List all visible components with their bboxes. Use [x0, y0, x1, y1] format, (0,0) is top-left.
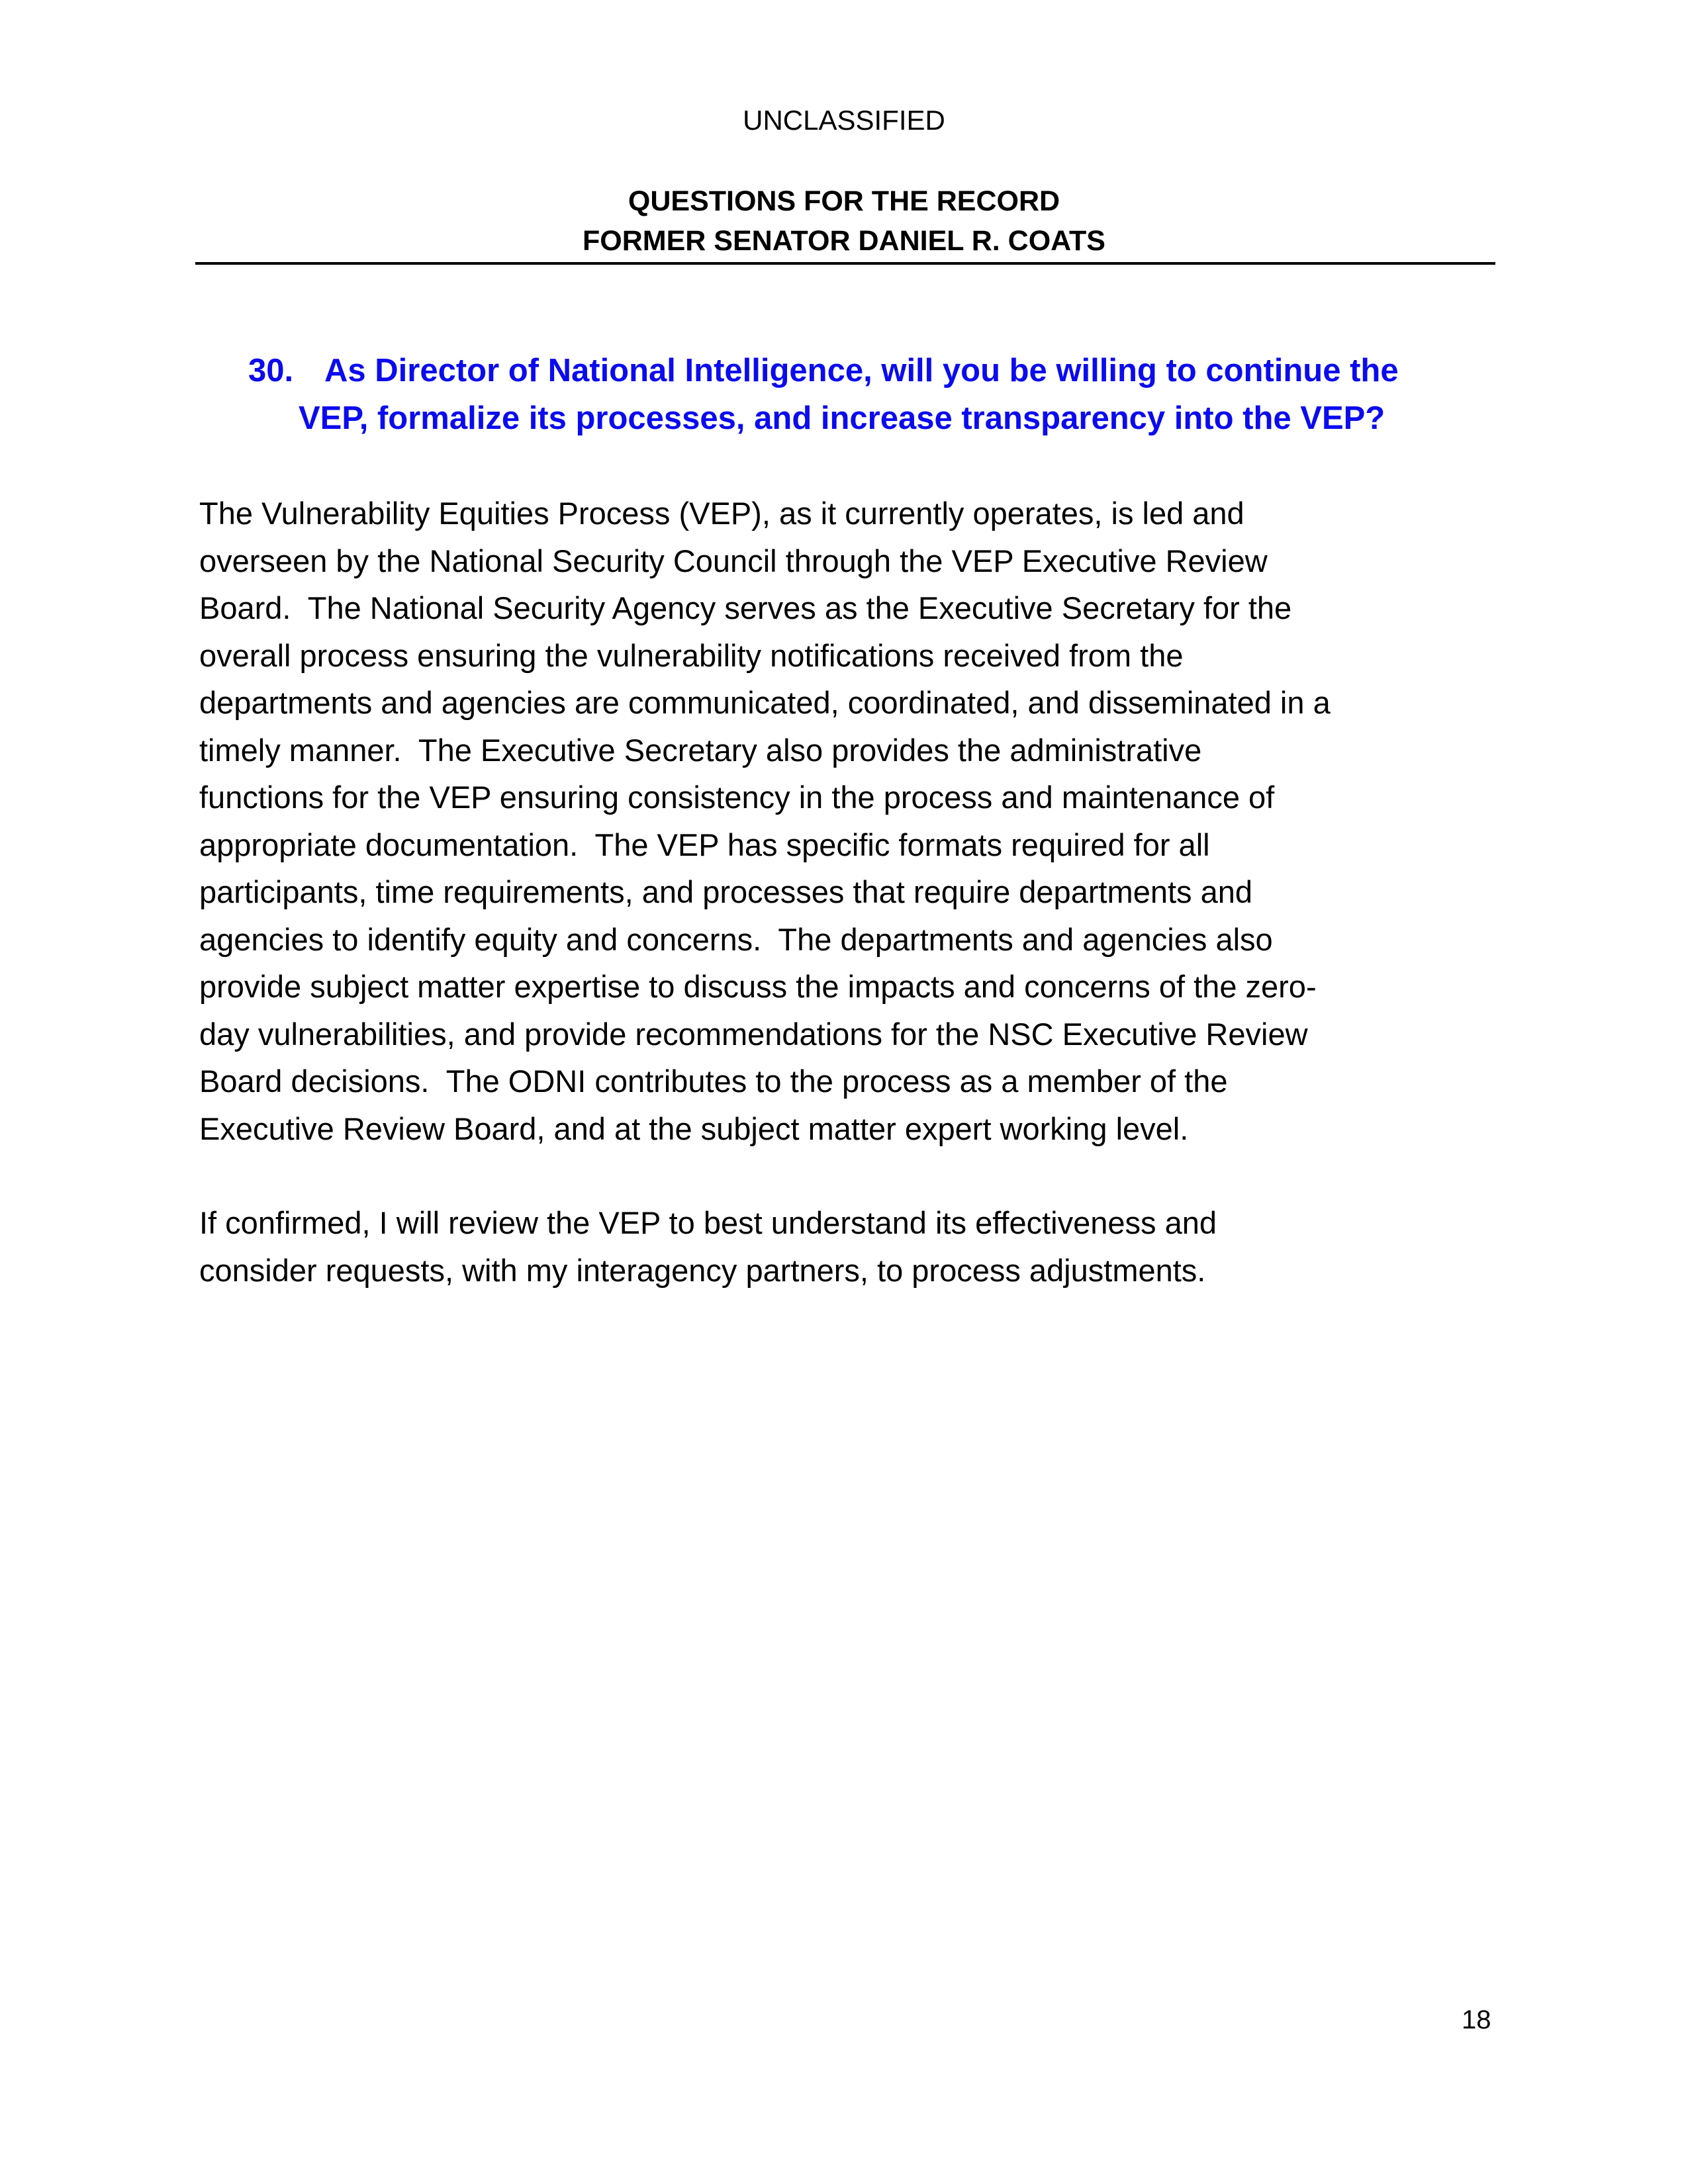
answer-line: provide subject matter expertise to discuss the impacts and concerns of the zero- — [199, 969, 1317, 1004]
classification-marking: UNCLASSIFIED — [743, 105, 945, 136]
answer-line: overall process ensuring the vulnerability notifications received from the — [199, 637, 1184, 673]
question-number: 30. — [248, 353, 294, 388]
page-number: 18 — [1462, 2005, 1491, 2034]
answer-line: timely manner. The Executive Secretary also provides the administrative — [199, 732, 1202, 768]
header-rule — [195, 262, 1495, 265]
answer-line: Executive Review Board, and at the subject matter expert working level. — [199, 1111, 1189, 1146]
answer-line: overseen by the National Security Council through the VEP Executive Review — [199, 543, 1268, 578]
question-line: VEP, formalize its processes, and increase transparency into the VEP? — [299, 400, 1385, 436]
answer-line: functions for the VEP ensuring consistency in the process and maintenance of — [199, 780, 1275, 815]
document-title: QUESTIONS FOR THE RECORD — [628, 185, 1060, 217]
answer-line: participants, time requirements, and processes that require departments and — [199, 874, 1253, 909]
answer-line: consider requests, with my interagency partners, to process adjustments. — [199, 1252, 1206, 1288]
question-line: As Director of National Intelligence, will you be willing to continue the — [324, 353, 1399, 388]
answer-line: If confirmed, I will review the VEP to best understand its effectiveness and — [199, 1205, 1217, 1240]
answer-line: departments and agencies are communicated, coordinated, and disseminated in a — [199, 685, 1331, 720]
answer-line: day vulnerabilities, and provide recommendations for the NSC Executive Review — [199, 1016, 1308, 1052]
answer-line: The Vulnerability Equities Process (VEP), as it currently operates, is led and — [199, 496, 1244, 531]
document-subtitle: FORMER SENATOR DANIEL R. COATS — [583, 225, 1105, 257]
answer-paragraph-1 — [199, 490, 1331, 1152]
answer-line: appropriate documentation. The VEP has specific formats required for all — [199, 827, 1210, 862]
answer-line: Board decisions. The ODNI contributes to the process as a member of the — [199, 1064, 1228, 1099]
answer-paragraph-2 — [199, 1199, 1217, 1294]
answer-line: Board. The National Security Agency serves as the Executive Secretary for the — [199, 590, 1292, 625]
answer-line: agencies to identify equity and concerns. The departments and agencies also — [199, 921, 1273, 957]
